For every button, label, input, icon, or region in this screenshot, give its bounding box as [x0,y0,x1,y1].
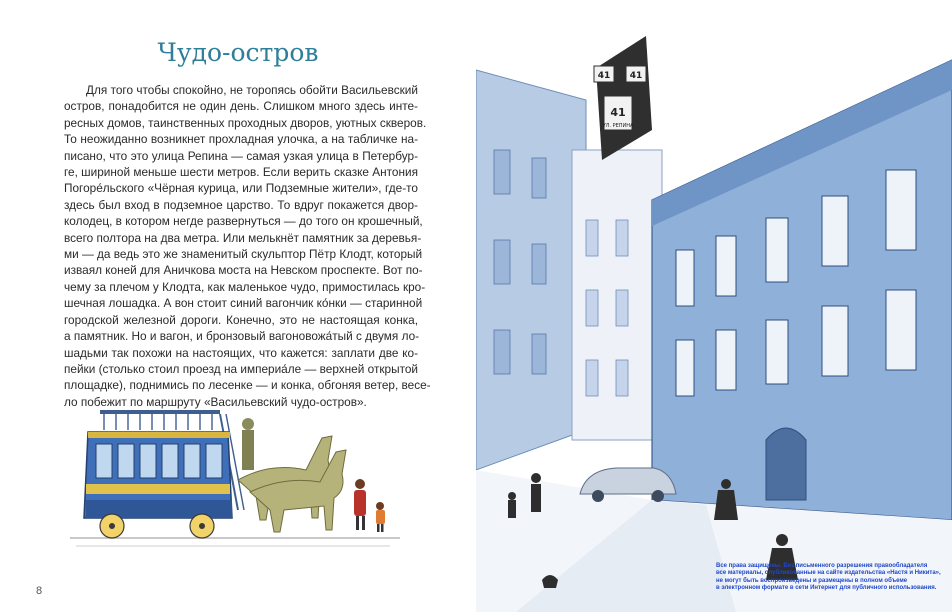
text-line: пейки (столько стоил проезд на империа́ле — верхней открытой [64,361,418,376]
text-line: То неожиданно возникнет прохладная улочка, а на табличке на- [64,132,418,147]
text-line: ло побежит по маршруту «Васильевский чудо-остров». [64,394,367,409]
text-line: писано, что это улица Репина — самая узкая улица в Петербур- [64,148,418,163]
page-number: 8 [36,585,43,597]
copyright-notice [716,563,952,593]
text-line: шадьми так похожи на настоящих, что кажется: заплати две ко- [64,345,418,360]
copyright-line: не могут быть воспроизведены и размещены в полном объеме [716,577,908,584]
copyright-line: все материалы, опубликованные на сайте издательства «Настя и Никита», [716,570,941,577]
horse-tram-illustration [70,400,400,560]
text-line: колодец, в котором негде развернуться — до того он крошечный, [64,214,423,229]
text-line: всего полтора на два метра. Или мелькнёт памятник за деревья- [64,230,422,245]
page-title: Чудо-остров [157,38,319,67]
copyright-line: Все права защищены. Без письменного разрешения правообладателя [716,563,928,569]
text-line: ресных домов, таинственных проходных дворов, уютных скверов. [64,115,427,130]
copyright-line: в электронном формате в сети Интернет для публичного использования. [716,585,937,592]
repina-street-illustration [476,0,952,612]
text-line: изваял коней для Аничкова моста на Невском проспекте. Вот по- [64,263,423,278]
sign-number-right: 41 [629,71,643,81]
right-page [476,0,952,612]
text-line: Для того чтобы спокойно, не торопясь обойти Васильевский [86,83,418,97]
text-line: остров, понадобится не один день. Слишком много здесь инте- [64,99,418,114]
text-line: здесь был вход в подземное царство. То вдруг покажется двор- [64,197,418,212]
sign-number-left: 41 [597,71,611,81]
sign-street-name: УЛ. РЕПИНА [602,123,634,129]
text-line: шечная лошадка. А вон стоит синий вагончик ко́нки — старинной [64,296,423,311]
text-line: Погоре́льского «Чёрная курица, или Подземные жители», где-то [64,181,418,196]
text-line: а памятник. Но и вагон, и бронзовый вагоновожа́тый с двумя ло- [64,329,420,344]
text-line: площадке), поднимись по лесенке — и конка, обгоняя ветер, весе- [64,378,431,393]
text-line: ми — да ведь это же знаменитый скульптор Пётр Клодт, который [64,247,423,262]
body-paragraph [64,82,431,410]
text-line: ге, шириной меньше шести метров. Если верить сказке Антония [64,165,418,180]
text-line: чему за плечом у Клодта, как маленькое чудо, примостилась кро- [64,279,426,294]
text-line: городской железной дороги. Конечно, это не настоящая конка, [64,312,418,327]
sign-number-main: 41 [610,106,626,119]
